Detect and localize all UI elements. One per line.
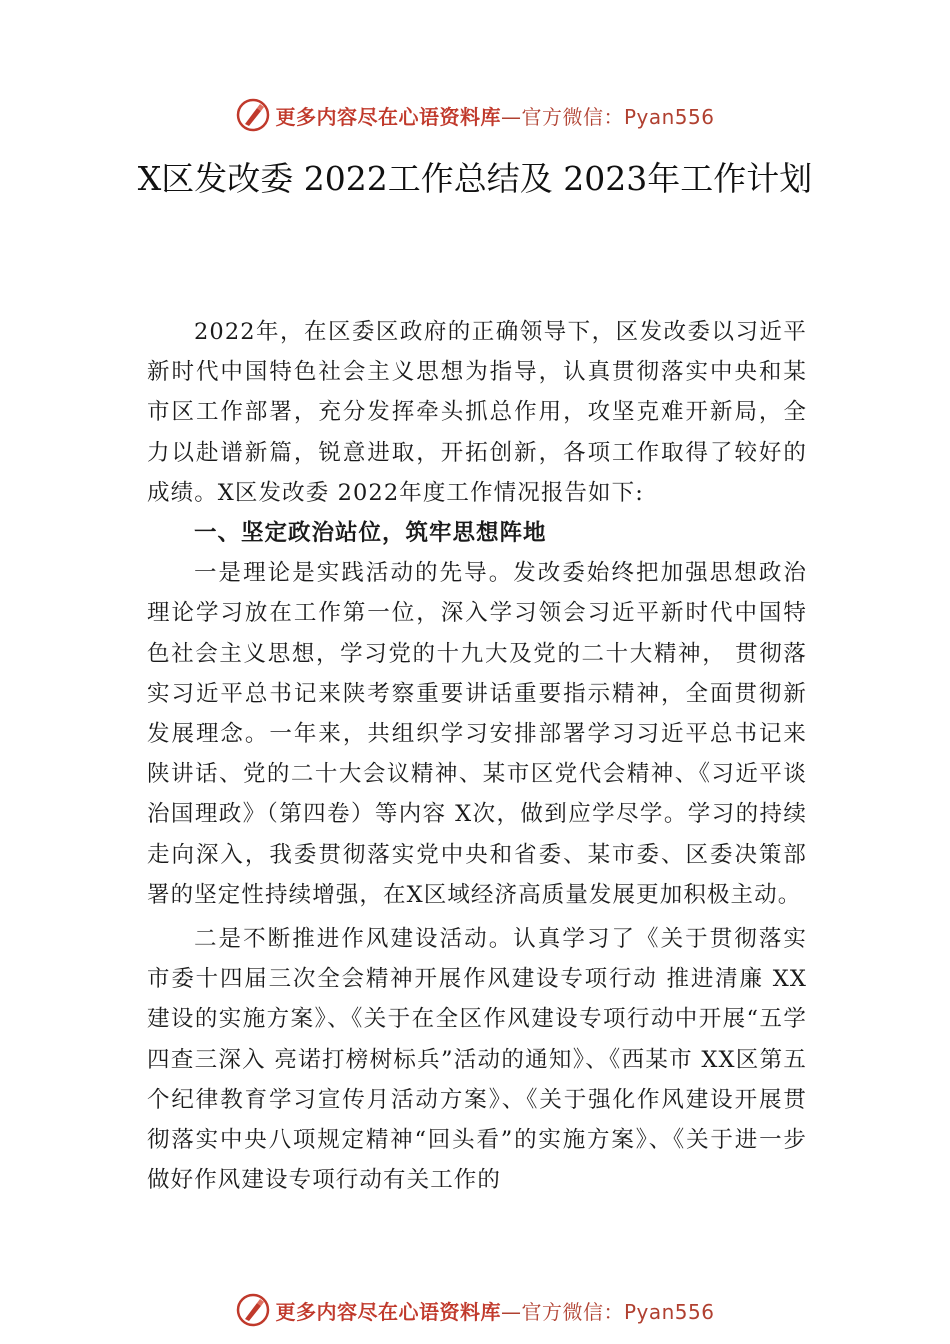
document-body bbox=[147, 312, 807, 1200]
watermark-footer bbox=[0, 1290, 950, 1330]
pen-nib-logo-icon bbox=[235, 1292, 271, 1328]
watermark-text: 更多内容尽在心语资料库—官方微信：Pyan556 bbox=[275, 1299, 715, 1324]
pen-nib-logo-icon bbox=[235, 97, 271, 133]
watermark-header bbox=[0, 95, 950, 135]
document-title: X区发改委 2022工作总结及 2023年工作计划 bbox=[137, 159, 813, 198]
intro-paragraph: 2022年，在区委区政府的正确领导下，区发改委以习近平新时代中国特色社会主义思想为指导，认真贯彻落实中央和某市区工作部署，充分发挥牵头抓总作用，攻坚克难开新局，全力以赴谱新篇，锐意进取，开拓创新，各项工作取得了较好的成绩。X区发改委 2022年度工作情况报告如下: bbox=[147, 319, 807, 506]
watermark-text: 更多内容尽在心语资料库—官方微信：Pyan556 bbox=[275, 104, 715, 129]
body-paragraph: 一是理论是实践活动的先导。发改委始终把加强思想政治理论学习放在工作第一位，深入学习领会习近平新时代中国特色社会主义思想，学习党的十九大及党的二十大精神， 贯彻落实习近平总书记来陕考察重要讲话重要指示精神，全面贯彻新发展理念。一年来，共组织学习安排部署学习习近平总书记来陕讲话、党的二十大会议精神、某市区党代会精神、《习近平谈治国理政》（第四卷）等内容 X次，做到应学尽学。学习的持续走向深入，我委贯彻落实党中央和省委、某市委、区委决策部署的坚定性持续增强，在X区域经济高质量发展更加积极主动。 bbox=[147, 560, 807, 908]
section-heading: 一、坚定政治站位，筑牢思想阵地 bbox=[194, 520, 547, 547]
body-paragraph: 二是不断推进作风建设活动。认真学习了《关于贯彻落实市委十四届三次全会精神开展作风建设专项行动 推进清廉 XX建设的实施方案》、《关于在全区作风建设专项行动中开展“五学四查三深入 亮诺打榜树标兵”活动的通知》、《西某市 XX区第五个纪律教育学习宣传月活动方案》、《关于强化作风建设开展贯彻落实中央八项规定精神“回头看”的实施方案》、《关于进一步做好作风建设专项行动有关工作的 bbox=[147, 926, 807, 1194]
